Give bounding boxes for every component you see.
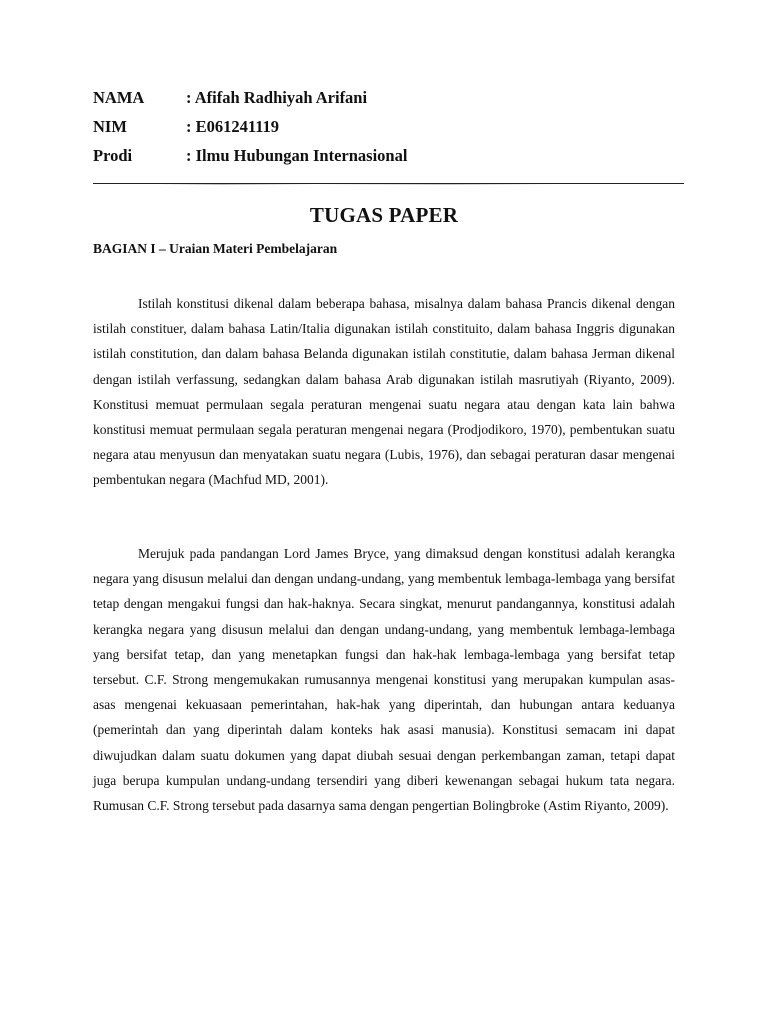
name-label: NAMA: [93, 88, 145, 107]
identity-row-prodi: [93, 144, 693, 173]
nim-label: NIM: [93, 117, 127, 136]
identity-row-name: [93, 86, 693, 115]
nim-value: : E061241119: [186, 117, 280, 136]
header-divider-shade: [160, 184, 684, 185]
body-paragraph-2: Merujuk pada pandangan Lord James Bryce, yang dimaksud dengan konstitusi adalah kerangka negara yang disusun melalui dan dengan undang-undang, yang membentuk lembaga-lembaga yang bersifat tetap dengan mengakui fungsi dan hak-haknya. Secara singkat, menurut pandangannya, konstitusi adalah kerangka negara yang disusun melalui dan dengan undang-undang, yang membentuk lembaga-lembaga yang bersifat tetap, dan yang menetapkan fungsi dan hak-hak lembaga-lembaga yang bersifat tetap tersebut. C.F. Strong mengemukakan rumusannya mengenai konstitusi yang merupakan kumpulan asas-asas mengenai kekuasaan pemerintahan, hak-hak yang diperintah, dan hubungan antara keduanya (pemerintah dan yang diperintah dalam konteks hak asasi manusia). Konstitusi semacam ini dapat diwujudkan dalam suatu dokumen yang dapat diubah sesuai dengan perkembangan zaman, tetapi dapat juga berupa kumpulan undang-undang tersendiri yang diberi kewenangan sebagai hukum tata negara. Rumusan C.F. Strong tersebut pada dasarnya sama dengan pengertian Bolingbroke (Astim Riyanto, 2009).: [93, 546, 675, 814]
prodi-label: Prodi: [93, 146, 133, 165]
section-heading: BAGIAN I – Uraian Materi Pembelajaran: [93, 241, 338, 256]
student-identity-block: [93, 86, 693, 173]
name-value: : Afifah Radhiyah Arifani: [186, 88, 368, 107]
prodi-value: : Ilmu Hubungan Internasional: [186, 146, 408, 165]
document-title: TUGAS PAPER: [309, 203, 459, 227]
identity-row-nim: [93, 115, 693, 144]
body-paragraph-1: Istilah konstitusi dikenal dalam beberapa bahasa, misalnya dalam bahasa Prancis dikenal dengan istilah constituer, dalam bahasa Latin/Italia digunakan istilah constituito, dalam bahasa Inggris digunakan istilah constitution, dan dalam bahasa Belanda digunakan istilah constitutie, dalam bahasa Jerman dikenal dengan istilah verfassung, sedangkan dalam bahasa Arab digunakan istilah masrutiyah (Riyanto, 2009). Konstitusi memuat permulaan segala peraturan mengenai suatu negara atau dengan kata lain bahwa konstitusi memuat permulaan segala peraturan mengenai negara (Prodjodikoro, 1970), pembentukan suatu negara atau menyusun dan menyatakan suatu negara (Lubis, 1976), dan sebagai peraturan dasar mengenai pembentukan negara (Machfud MD, 2001).: [93, 296, 675, 488]
